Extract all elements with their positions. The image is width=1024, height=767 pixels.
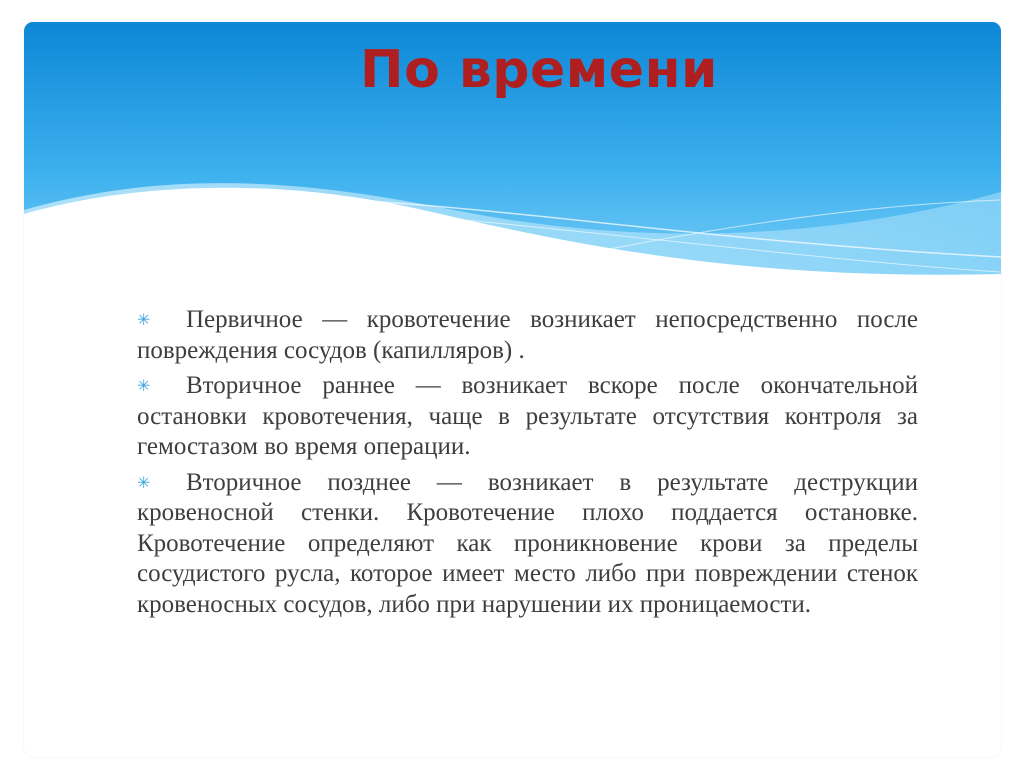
list-item-text: Вторичное позднее — возникает в результате деструкции кровеносной стенки. Кровотечение плохо поддается остановке. Кровотечение определяют как проникновение крови за пределы сосудистого русла, которое имеет место либо при повреждении стенок кровеносных сосудов, либо при нарушении их проницаемости.: [137, 468, 918, 618]
asterisk-bullet-icon: ✳: [137, 376, 151, 395]
asterisk-bullet-icon: ✳: [137, 472, 151, 492]
list-item: [137, 305, 918, 366]
list-item-text: Вторичное раннее — возникает вскоре после окончательной остановки кровотечения, чаще в результате отсутствия контроля за гемостазом во время операции.: [137, 372, 918, 460]
bullet-list: [137, 305, 918, 625]
slide: [24, 22, 1001, 757]
list-item: [137, 371, 918, 463]
list-item-text: Первичное — кровотечение возникает непосредственно после повреждения сосудов (капилляров) .: [137, 306, 918, 364]
asterisk-bullet-icon: ✳: [137, 310, 151, 329]
list-item: [137, 468, 918, 621]
slide-title: По времени: [360, 40, 718, 100]
